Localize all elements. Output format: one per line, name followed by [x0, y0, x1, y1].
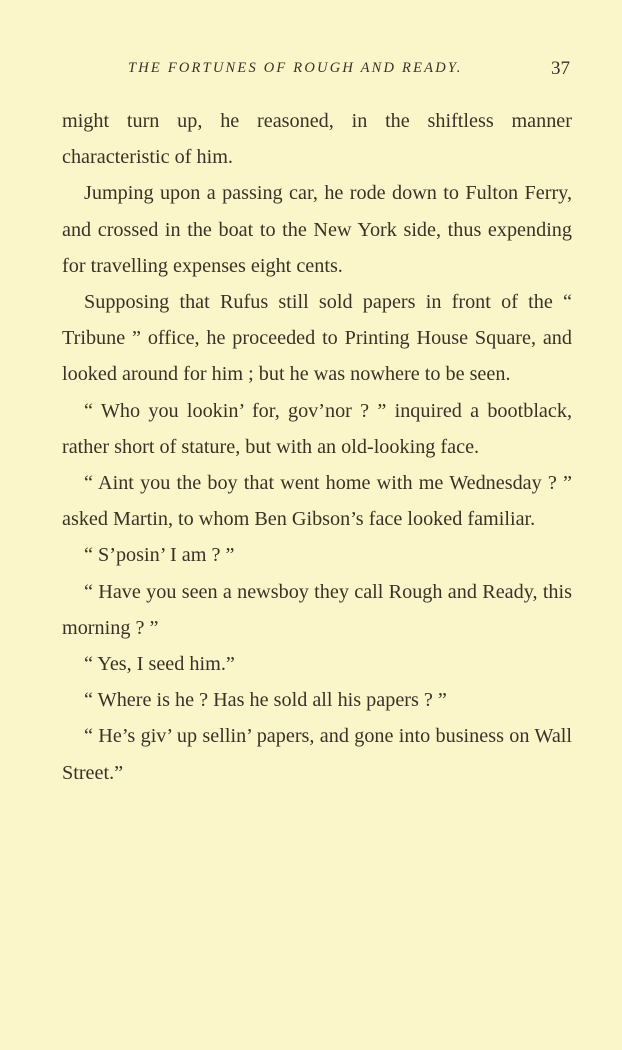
paragraph: “ Where is he ? Has he sold all his papers ? ” [84, 689, 447, 712]
paragraph: “ Yes, I seed him.” [84, 653, 235, 676]
page-number: 37 [551, 58, 570, 79]
paragraph: Supposing that Rufus still sold papers in front of the “ Tribune ” office, he proceeded to Printing House Square, and looked around for him ; but he was nowhere to be seen. [62, 291, 572, 386]
paragraph: Jumping upon a passing car, he rode down to Fulton Ferry, and crossed in the boat to the New York side, thus expending for travelling expenses eight cents. [62, 182, 572, 277]
paragraph: “ Have you seen a newsboy they call Rough and Ready, this morning ? ” [62, 580, 572, 639]
paragraph: “ S’posin’ I am ? ” [84, 544, 235, 567]
paragraph: might turn up, he reasoned, in the shiftless manner characteristic of him. [62, 110, 572, 169]
running-title: THE FORTUNES OF ROUGH AND READY. [128, 60, 463, 76]
page-header [62, 60, 572, 86]
body-text [62, 103, 572, 791]
paragraph: “ Who you lookin’ for, gov’nor ? ” inquired a bootblack, rather short of stature, but with an old-looking face. [62, 399, 572, 458]
paragraph: “ He’s giv’ up sellin’ papers, and gone into business on Wall Street.” [62, 725, 572, 784]
paragraph: “ Aint you the boy that went home with me Wednesday ? ” asked Martin, to whom Ben Gibson’s face looked familiar. [62, 472, 572, 531]
